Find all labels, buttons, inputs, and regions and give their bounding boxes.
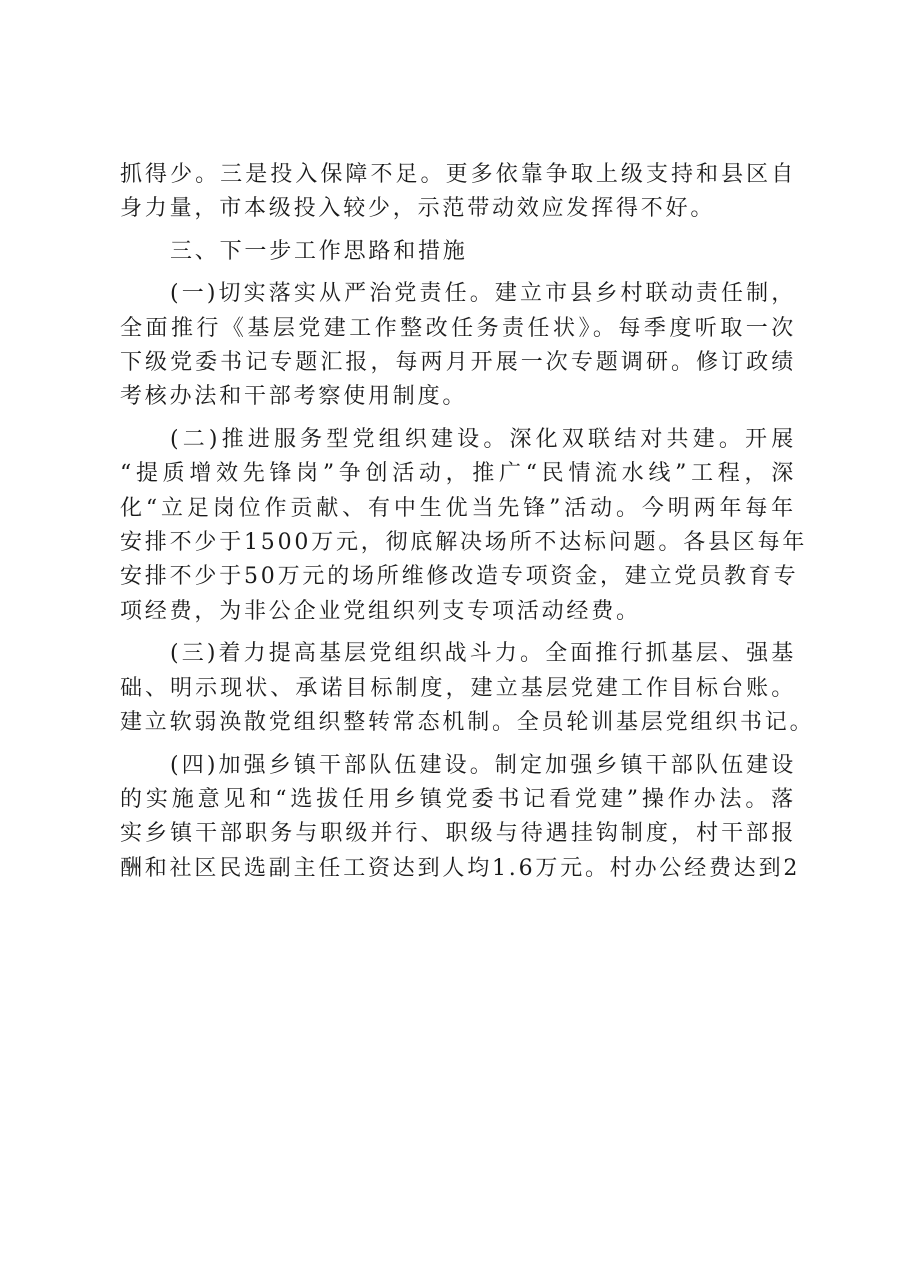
text-line: 全面推行《基层党建工作整改任务责任状》。每季度听取一次 xyxy=(120,315,796,341)
text-line: 安排不少于50万元的场所维修改造专项资金，建立党员教育专 xyxy=(120,564,799,590)
text-line: 安排不少于1500万元，彻底解决场所不达标问题。各县区每年 xyxy=(120,530,808,556)
text-line: 建立软弱涣散党组织整转常态机制。全员轮训基层党组织书记。 xyxy=(120,710,815,736)
text-line: 下级党委书记专题汇报，每两月开展一次专题调研。修订政绩 xyxy=(120,350,796,376)
text-line: (一)切实落实从严治党责任。建立市县乡村联动责任制， xyxy=(170,281,796,307)
paragraph-item-1 xyxy=(120,277,796,415)
paragraph-intro xyxy=(120,158,796,227)
heading-text: 三、下一步工作思路和措施 xyxy=(170,238,468,264)
text-line: 酬和社区民选副主任工资达到人均1.6万元。村办公经费达到2 xyxy=(120,855,801,881)
text-line: (二)推进服务型党组织建设。深化双联结对共建。开展 xyxy=(170,426,796,452)
document-body xyxy=(120,158,815,886)
text-line: “提质增效先锋岗”争创活动，推广“民情流水线”工程，深 xyxy=(120,461,796,487)
text-line: 抓得少。三是投入保障不足。更多依靠争取上级支持和县区自 xyxy=(120,162,796,187)
text-line: (四)加强乡镇干部队伍建设。制定加强乡镇干部队伍建设 xyxy=(170,752,796,778)
paragraph-item-3 xyxy=(120,637,815,740)
text-line: 考核办法和干部考察使用制度。 xyxy=(120,384,468,410)
text-line: 的实施意见和“选拔任用乡镇党委书记看党建”操作办法。落 xyxy=(120,786,796,812)
section-heading xyxy=(120,235,796,269)
text-line: 础、明示现状、承诺目标制度，建立基层党建工作目标台账。 xyxy=(120,675,796,701)
paragraph-item-4 xyxy=(120,749,801,887)
paragraph-item-2 xyxy=(120,423,808,629)
text-line: 化“立足岗位作贡献、有中生优当先锋”活动。今明两年每年 xyxy=(120,495,796,521)
text-line: 实乡镇干部职务与职级并行、职级与待遇挂钩制度，村干部报 xyxy=(120,821,796,847)
text-line: (三)着力提高基层党组织战斗力。全面推行抓基层、强基 xyxy=(170,641,796,667)
text-line: 项经费，为非公企业党组织列支专项活动经费。 xyxy=(120,598,641,624)
text-line: 身力量，市本级投入较少，示范带动效应发挥得不好。 xyxy=(120,196,716,222)
